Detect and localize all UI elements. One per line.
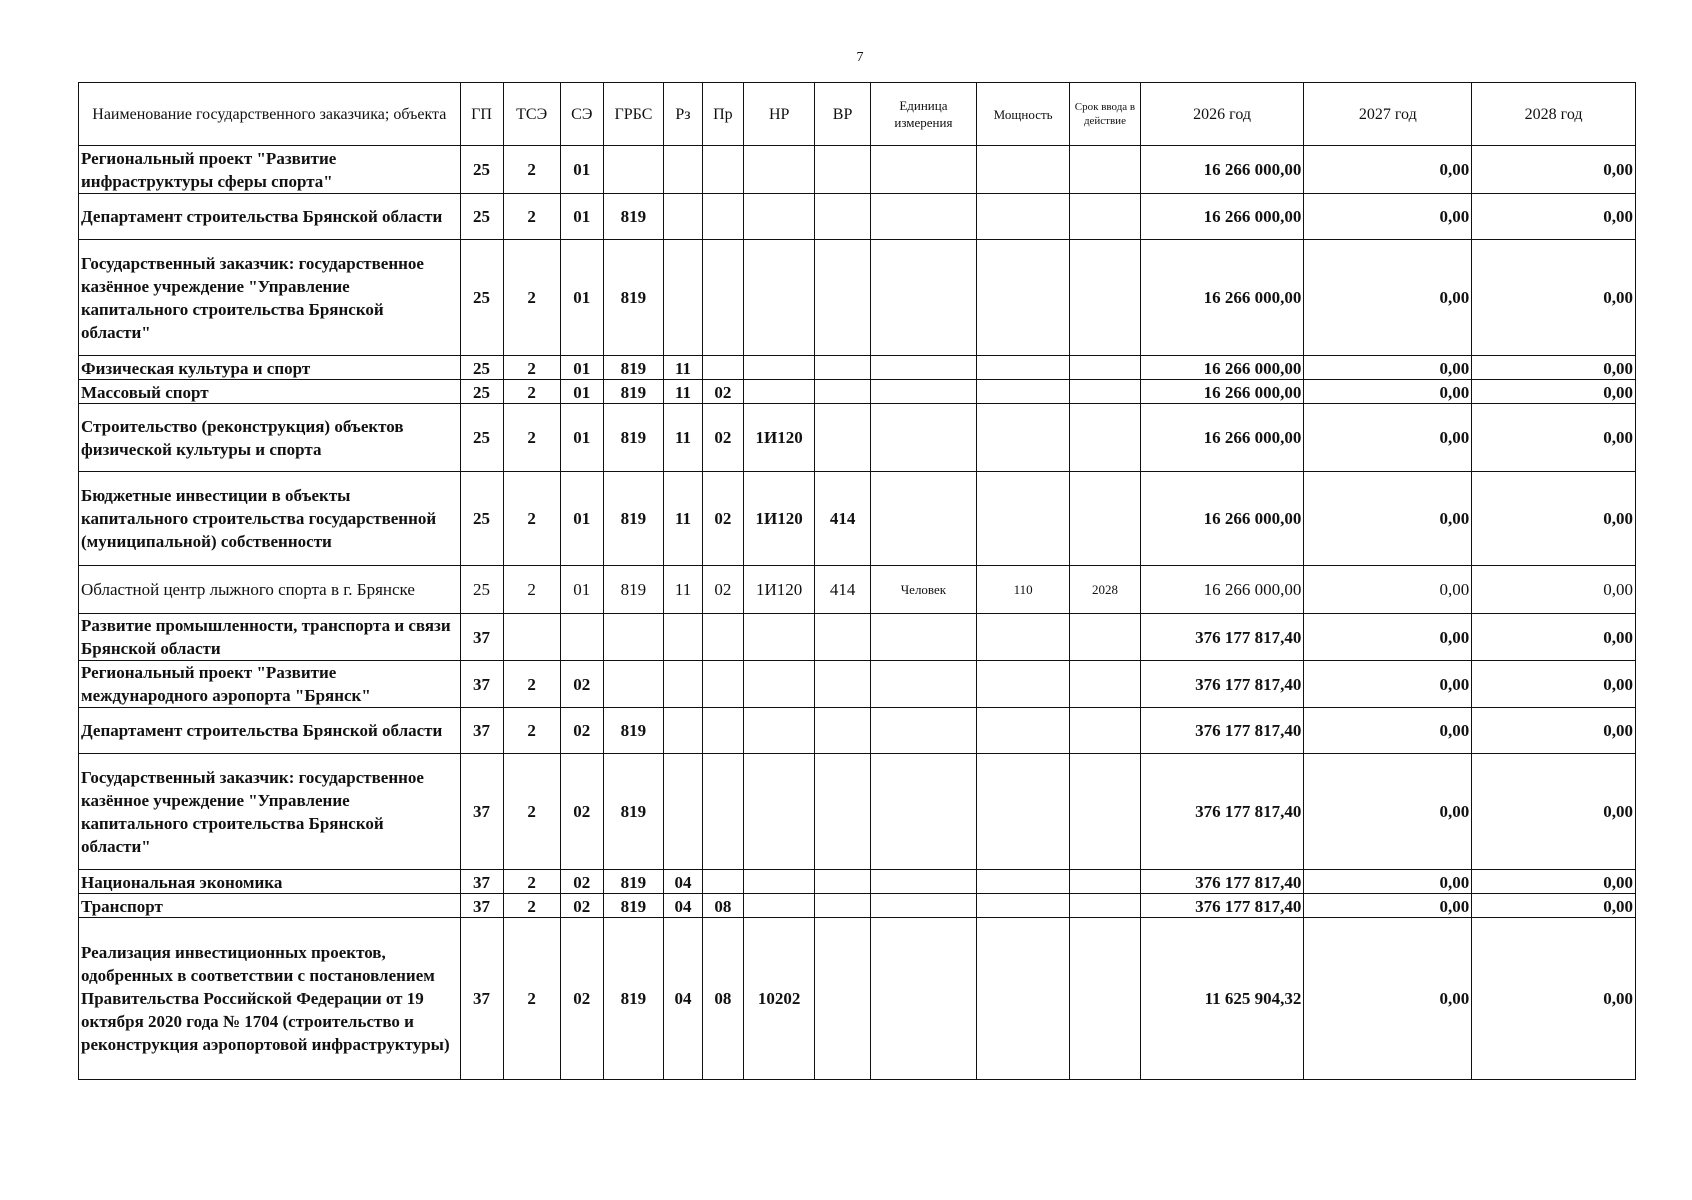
cell-vr: 414 <box>815 566 870 614</box>
cell-2028: 0,00 <box>1472 240 1636 356</box>
cell-vr <box>815 146 870 194</box>
cell-commission <box>1070 404 1141 472</box>
cell-se: 01 <box>560 356 603 380</box>
cell-name: Массовый спорт <box>79 380 461 404</box>
cell-2028: 0,00 <box>1472 566 1636 614</box>
cell-se: 01 <box>560 146 603 194</box>
cell-2027: 0,00 <box>1304 918 1472 1080</box>
cell-commission <box>1070 894 1141 918</box>
cell-rz <box>664 194 703 240</box>
cell-2026: 16 266 000,00 <box>1140 356 1304 380</box>
cell-2028: 0,00 <box>1472 894 1636 918</box>
cell-tse: 2 <box>503 708 560 754</box>
cell-nr <box>743 194 815 240</box>
cell-2026: 376 177 817,40 <box>1140 894 1304 918</box>
cell-rz: 04 <box>664 894 703 918</box>
cell-rz <box>664 754 703 870</box>
cell-vr <box>815 661 870 708</box>
cell-pr <box>702 356 743 380</box>
cell-2027: 0,00 <box>1304 146 1472 194</box>
cell-2027: 0,00 <box>1304 894 1472 918</box>
cell-gp: 25 <box>460 566 503 614</box>
cell-gp: 37 <box>460 894 503 918</box>
cell-commission <box>1070 754 1141 870</box>
cell-vr <box>815 614 870 661</box>
cell-rz: 11 <box>664 472 703 566</box>
cell-rz <box>664 708 703 754</box>
cell-nr <box>743 614 815 661</box>
cell-2026: 11 625 904,32 <box>1140 918 1304 1080</box>
cell-rz <box>664 240 703 356</box>
cell-pr <box>702 146 743 194</box>
cell-2027: 0,00 <box>1304 614 1472 661</box>
cell-grbs: 819 <box>603 380 663 404</box>
table-row <box>79 380 1636 404</box>
cell-tse: 2 <box>503 146 560 194</box>
cell-tse: 2 <box>503 918 560 1080</box>
cell-gp: 25 <box>460 194 503 240</box>
cell-pr <box>702 754 743 870</box>
cell-gp: 37 <box>460 614 503 661</box>
cell-name: Государственный заказчик: государственное казённое учреждение "Управление капитального строительства Брянской области" <box>79 754 461 870</box>
cell-pr: 02 <box>702 404 743 472</box>
cell-pr: 02 <box>702 472 743 566</box>
cell-rz: 11 <box>664 356 703 380</box>
header-commission: Срок ввода в действие <box>1070 83 1141 146</box>
cell-commission <box>1070 870 1141 894</box>
cell-nr <box>743 146 815 194</box>
cell-unit <box>870 708 976 754</box>
cell-nr <box>743 894 815 918</box>
cell-name: Региональный проект "Развитие международного аэропорта "Брянск" <box>79 661 461 708</box>
cell-name: Областной центр лыжного спорта в г. Брянске <box>79 566 461 614</box>
cell-gp: 25 <box>460 356 503 380</box>
cell-nr <box>743 661 815 708</box>
cell-tse: 2 <box>503 472 560 566</box>
cell-commission: 2028 <box>1070 566 1141 614</box>
cell-se: 01 <box>560 566 603 614</box>
cell-tse: 2 <box>503 754 560 870</box>
cell-2028: 0,00 <box>1472 661 1636 708</box>
cell-grbs: 819 <box>603 472 663 566</box>
cell-gp: 25 <box>460 380 503 404</box>
cell-se: 01 <box>560 472 603 566</box>
cell-2027: 0,00 <box>1304 661 1472 708</box>
cell-commission <box>1070 661 1141 708</box>
cell-grbs: 819 <box>603 708 663 754</box>
cell-pr: 02 <box>702 380 743 404</box>
header-unit: Единица измерения <box>870 83 976 146</box>
cell-pr: 08 <box>702 918 743 1080</box>
cell-nr: 1И120 <box>743 472 815 566</box>
cell-tse <box>503 614 560 661</box>
cell-pr: 08 <box>702 894 743 918</box>
cell-2028: 0,00 <box>1472 146 1636 194</box>
cell-2028: 0,00 <box>1472 404 1636 472</box>
cell-vr <box>815 404 870 472</box>
cell-name: Транспорт <box>79 894 461 918</box>
table-row <box>79 661 1636 708</box>
cell-se: 01 <box>560 404 603 472</box>
cell-2026: 376 177 817,40 <box>1140 870 1304 894</box>
cell-2026: 16 266 000,00 <box>1140 146 1304 194</box>
cell-vr <box>815 870 870 894</box>
cell-unit <box>870 146 976 194</box>
cell-se: 02 <box>560 708 603 754</box>
cell-gp: 25 <box>460 404 503 472</box>
cell-pr <box>702 240 743 356</box>
cell-rz: 11 <box>664 404 703 472</box>
cell-rz <box>664 146 703 194</box>
header-2026: 2026 год <box>1140 83 1304 146</box>
cell-2028: 0,00 <box>1472 870 1636 894</box>
cell-commission <box>1070 614 1141 661</box>
cell-nr <box>743 708 815 754</box>
cell-name: Департамент строительства Брянской области <box>79 708 461 754</box>
table-row <box>79 472 1636 566</box>
cell-vr <box>815 918 870 1080</box>
cell-unit: Человек <box>870 566 976 614</box>
cell-grbs: 819 <box>603 894 663 918</box>
cell-2026: 16 266 000,00 <box>1140 194 1304 240</box>
cell-capacity <box>977 472 1070 566</box>
cell-2028: 0,00 <box>1472 918 1636 1080</box>
cell-tse: 2 <box>503 380 560 404</box>
cell-gp: 25 <box>460 146 503 194</box>
cell-commission <box>1070 472 1141 566</box>
cell-rz <box>664 614 703 661</box>
cell-2027: 0,00 <box>1304 472 1472 566</box>
cell-tse: 2 <box>503 404 560 472</box>
cell-capacity <box>977 708 1070 754</box>
header-2028: 2028 год <box>1472 83 1636 146</box>
cell-se: 01 <box>560 380 603 404</box>
cell-2026: 16 266 000,00 <box>1140 404 1304 472</box>
cell-grbs: 819 <box>603 918 663 1080</box>
header-vr: ВР <box>815 83 870 146</box>
cell-capacity <box>977 918 1070 1080</box>
cell-unit <box>870 194 976 240</box>
cell-se: 02 <box>560 894 603 918</box>
cell-gp: 25 <box>460 240 503 356</box>
cell-capacity <box>977 754 1070 870</box>
cell-2028: 0,00 <box>1472 356 1636 380</box>
cell-capacity <box>977 894 1070 918</box>
cell-vr <box>815 754 870 870</box>
header-name: Наименование государственного заказчика; объекта <box>79 83 461 146</box>
cell-gp: 37 <box>460 870 503 894</box>
cell-capacity <box>977 870 1070 894</box>
cell-2027: 0,00 <box>1304 870 1472 894</box>
cell-rz: 11 <box>664 566 703 614</box>
cell-tse: 2 <box>503 194 560 240</box>
cell-nr <box>743 240 815 356</box>
cell-2027: 0,00 <box>1304 194 1472 240</box>
cell-name: Национальная экономика <box>79 870 461 894</box>
cell-nr: 10202 <box>743 918 815 1080</box>
cell-2026: 16 266 000,00 <box>1140 566 1304 614</box>
cell-capacity <box>977 380 1070 404</box>
cell-rz <box>664 661 703 708</box>
cell-nr: 1И120 <box>743 566 815 614</box>
cell-2027: 0,00 <box>1304 380 1472 404</box>
cell-unit <box>870 380 976 404</box>
cell-grbs: 819 <box>603 404 663 472</box>
page-number: 7 <box>856 50 864 65</box>
table-row <box>79 754 1636 870</box>
cell-grbs <box>603 661 663 708</box>
table-row <box>79 566 1636 614</box>
cell-gp: 25 <box>460 472 503 566</box>
cell-unit <box>870 661 976 708</box>
cell-grbs: 819 <box>603 240 663 356</box>
cell-pr: 02 <box>702 566 743 614</box>
cell-pr <box>702 708 743 754</box>
cell-capacity <box>977 404 1070 472</box>
table-row <box>79 614 1636 661</box>
cell-gp: 37 <box>460 918 503 1080</box>
cell-tse: 2 <box>503 661 560 708</box>
cell-capacity <box>977 661 1070 708</box>
cell-gp: 37 <box>460 754 503 870</box>
cell-2026: 16 266 000,00 <box>1140 472 1304 566</box>
cell-pr <box>702 870 743 894</box>
cell-unit <box>870 240 976 356</box>
cell-2028: 0,00 <box>1472 472 1636 566</box>
cell-2026: 16 266 000,00 <box>1140 240 1304 356</box>
cell-name: Строительство (реконструкция) объектов физической культуры и спорта <box>79 404 461 472</box>
cell-pr <box>702 661 743 708</box>
table-row <box>79 194 1636 240</box>
cell-2027: 0,00 <box>1304 754 1472 870</box>
cell-2028: 0,00 <box>1472 708 1636 754</box>
cell-rz: 04 <box>664 870 703 894</box>
cell-vr <box>815 708 870 754</box>
header-nr: НР <box>743 83 815 146</box>
table-row <box>79 404 1636 472</box>
cell-unit <box>870 870 976 894</box>
cell-name: Физическая культура и спорт <box>79 356 461 380</box>
cell-name: Реализация инвестиционных проектов, одобренных в соответствии с постановлением Правительства Российской Федерации от 19 октября 2020 года № 1704 (строительство и реконструкция аэропортовой инфраструктуры) <box>79 918 461 1080</box>
cell-unit <box>870 754 976 870</box>
cell-vr <box>815 894 870 918</box>
cell-2027: 0,00 <box>1304 708 1472 754</box>
cell-commission <box>1070 240 1141 356</box>
header-grbs: ГРБС <box>603 83 663 146</box>
cell-se: 02 <box>560 918 603 1080</box>
cell-commission <box>1070 194 1141 240</box>
cell-unit <box>870 404 976 472</box>
cell-2026: 376 177 817,40 <box>1140 614 1304 661</box>
table-row <box>79 918 1636 1080</box>
cell-2028: 0,00 <box>1472 614 1636 661</box>
cell-rz: 04 <box>664 918 703 1080</box>
cell-unit <box>870 472 976 566</box>
cell-se: 01 <box>560 240 603 356</box>
cell-capacity <box>977 194 1070 240</box>
cell-nr <box>743 356 815 380</box>
cell-2026: 376 177 817,40 <box>1140 708 1304 754</box>
cell-grbs <box>603 146 663 194</box>
cell-se: 02 <box>560 661 603 708</box>
cell-se <box>560 614 603 661</box>
cell-vr <box>815 356 870 380</box>
cell-name: Бюджетные инвестиции в объекты капитального строительства государственной (муниципальной) собственности <box>79 472 461 566</box>
cell-tse: 2 <box>503 240 560 356</box>
cell-vr <box>815 194 870 240</box>
cell-nr <box>743 754 815 870</box>
cell-2027: 0,00 <box>1304 404 1472 472</box>
cell-2026: 376 177 817,40 <box>1140 754 1304 870</box>
cell-2028: 0,00 <box>1472 194 1636 240</box>
budget-table <box>78 82 1636 1080</box>
cell-unit <box>870 894 976 918</box>
header-tse: ТСЭ <box>503 83 560 146</box>
cell-pr <box>702 194 743 240</box>
cell-2026: 16 266 000,00 <box>1140 380 1304 404</box>
cell-se: 02 <box>560 754 603 870</box>
cell-capacity: 110 <box>977 566 1070 614</box>
cell-tse: 2 <box>503 894 560 918</box>
cell-name: Департамент строительства Брянской области <box>79 194 461 240</box>
cell-unit <box>870 614 976 661</box>
cell-grbs: 819 <box>603 754 663 870</box>
cell-nr <box>743 870 815 894</box>
cell-name: Региональный проект "Развитие инфраструктуры сферы спорта" <box>79 146 461 194</box>
cell-commission <box>1070 146 1141 194</box>
cell-gp: 37 <box>460 708 503 754</box>
cell-capacity <box>977 356 1070 380</box>
cell-grbs: 819 <box>603 356 663 380</box>
cell-grbs: 819 <box>603 870 663 894</box>
cell-nr <box>743 380 815 404</box>
header-rz: Рз <box>664 83 703 146</box>
cell-2028: 0,00 <box>1472 380 1636 404</box>
cell-commission <box>1070 918 1141 1080</box>
cell-unit <box>870 356 976 380</box>
cell-commission <box>1070 356 1141 380</box>
cell-capacity <box>977 240 1070 356</box>
cell-2027: 0,00 <box>1304 566 1472 614</box>
cell-gp: 37 <box>460 661 503 708</box>
table-row <box>79 708 1636 754</box>
cell-se: 02 <box>560 870 603 894</box>
cell-2028: 0,00 <box>1472 754 1636 870</box>
cell-vr <box>815 240 870 356</box>
cell-capacity <box>977 146 1070 194</box>
cell-tse: 2 <box>503 566 560 614</box>
cell-unit <box>870 918 976 1080</box>
cell-tse: 2 <box>503 870 560 894</box>
cell-vr <box>815 380 870 404</box>
cell-2027: 0,00 <box>1304 356 1472 380</box>
cell-commission <box>1070 380 1141 404</box>
table-row <box>79 870 1636 894</box>
cell-capacity <box>977 614 1070 661</box>
cell-pr <box>702 614 743 661</box>
cell-nr: 1И120 <box>743 404 815 472</box>
header-se: СЭ <box>560 83 603 146</box>
table-row <box>79 356 1636 380</box>
table-header-row <box>79 83 1636 146</box>
cell-se: 01 <box>560 194 603 240</box>
cell-2027: 0,00 <box>1304 240 1472 356</box>
table-row <box>79 146 1636 194</box>
cell-name: Развитие промышленности, транспорта и связи Брянской области <box>79 614 461 661</box>
cell-grbs: 819 <box>603 194 663 240</box>
header-2027: 2027 год <box>1304 83 1472 146</box>
header-pr: Пр <box>702 83 743 146</box>
header-gp: ГП <box>460 83 503 146</box>
cell-grbs: 819 <box>603 566 663 614</box>
cell-rz: 11 <box>664 380 703 404</box>
cell-2026: 376 177 817,40 <box>1140 661 1304 708</box>
table-row <box>79 894 1636 918</box>
cell-commission <box>1070 708 1141 754</box>
cell-tse: 2 <box>503 356 560 380</box>
cell-vr: 414 <box>815 472 870 566</box>
cell-grbs <box>603 614 663 661</box>
cell-name: Государственный заказчик: государственное казённое учреждение "Управление капитального строительства Брянской области" <box>79 240 461 356</box>
header-capacity: Мощность <box>977 83 1070 146</box>
table-row <box>79 240 1636 356</box>
